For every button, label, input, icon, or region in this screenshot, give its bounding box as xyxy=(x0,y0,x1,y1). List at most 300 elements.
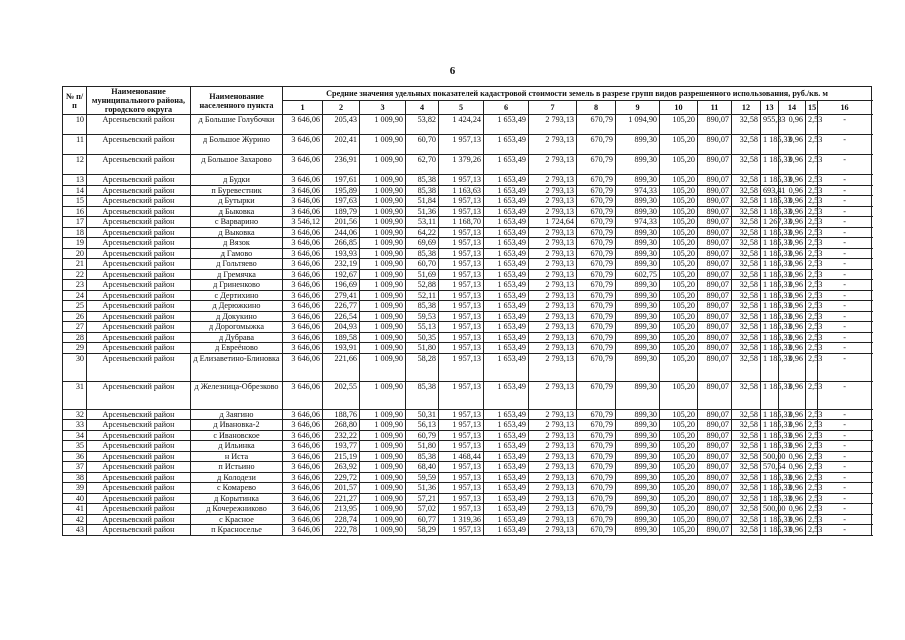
value-cell-7: 2 793,13 xyxy=(529,227,577,238)
value-cell-8: 670,79 xyxy=(577,217,616,228)
value-cell-13: 1 185,33 xyxy=(761,381,779,409)
value-cell-16: - xyxy=(818,441,872,452)
district-cell: Арсеньевский район xyxy=(87,332,191,343)
value-cell-14: 0,96 xyxy=(779,227,806,238)
value-cell-15: 2,53 xyxy=(806,430,818,441)
row-number-cell: 23 xyxy=(63,280,87,291)
value-cell-15: 2,53 xyxy=(806,420,818,431)
value-cell-9: 899,30 xyxy=(616,248,660,259)
value-cell-10: 105,20 xyxy=(660,115,698,135)
settlement-cell: д Гремячка xyxy=(191,269,283,280)
value-cell-6: 1 653,49 xyxy=(484,409,529,420)
value-cell-6: 1 653,49 xyxy=(484,504,529,515)
value-cell-11: 890,07 xyxy=(698,430,732,441)
row-number-cell: 29 xyxy=(63,343,87,354)
value-cell-5: 1 957,13 xyxy=(439,493,484,504)
value-cell-7: 2 793,13 xyxy=(529,301,577,312)
value-cell-13: 1 185,33 xyxy=(761,290,779,301)
value-cell-8: 670,79 xyxy=(577,206,616,217)
value-cell-11: 890,07 xyxy=(698,227,732,238)
district-cell: Арсеньевский район xyxy=(87,248,191,259)
value-cell-2: 279,41 xyxy=(323,290,360,301)
value-cell-2: 197,61 xyxy=(323,175,360,186)
value-cell-2: 189,58 xyxy=(323,332,360,343)
row-number-cell: 34 xyxy=(63,430,87,441)
settlement-cell: с Комарево xyxy=(191,483,283,494)
value-cell-8: 670,79 xyxy=(577,238,616,249)
value-cell-14: 0,96 xyxy=(779,280,806,291)
cadastral-value-table xyxy=(62,86,872,536)
value-cell-6: 1 653,49 xyxy=(484,483,529,494)
value-cell-2: 244,06 xyxy=(323,227,360,238)
value-cell-7: 2 793,13 xyxy=(529,238,577,249)
row-number-cell: 19 xyxy=(63,238,87,249)
value-cell-4: 69,69 xyxy=(406,238,439,249)
value-cell-5: 1 957,13 xyxy=(439,525,484,536)
value-cell-7: 2 793,13 xyxy=(529,420,577,431)
value-cell-11: 890,07 xyxy=(698,353,732,381)
value-cell-5: 1 168,70 xyxy=(439,217,484,228)
value-cell-10: 105,20 xyxy=(660,343,698,354)
value-cell-8: 670,79 xyxy=(577,155,616,175)
value-cell-1: 3 646,06 xyxy=(283,135,323,155)
value-cell-4: 53,82 xyxy=(406,115,439,135)
value-cell-7: 2 793,13 xyxy=(529,206,577,217)
value-cell-11: 890,07 xyxy=(698,514,732,525)
value-cell-13: 1 185,33 xyxy=(761,322,779,333)
value-cell-11: 890,07 xyxy=(698,322,732,333)
district-cell: Арсеньевский район xyxy=(87,343,191,354)
value-cell-7: 2 793,13 xyxy=(529,504,577,515)
value-cell-7: 2 793,13 xyxy=(529,322,577,333)
value-cell-9: 1 094,90 xyxy=(616,115,660,135)
value-cell-8: 670,79 xyxy=(577,472,616,483)
value-cell-2: 236,91 xyxy=(323,155,360,175)
value-cell-3: 1 009,90 xyxy=(360,311,406,322)
value-cell-1: 3 646,06 xyxy=(283,483,323,494)
value-cell-4: 51,84 xyxy=(406,196,439,207)
value-cell-5: 1 957,13 xyxy=(439,248,484,259)
value-cell-2: 221,66 xyxy=(323,353,360,381)
value-cell-11: 890,07 xyxy=(698,472,732,483)
value-cell-12: 32,58 xyxy=(732,472,761,483)
value-cell-15: 2,53 xyxy=(806,301,818,312)
value-cell-11: 890,07 xyxy=(698,175,732,186)
district-cell: Арсеньевский район xyxy=(87,504,191,515)
value-cell-15: 2,53 xyxy=(806,493,818,504)
header-col-4: 4 xyxy=(406,101,439,115)
value-cell-8: 670,79 xyxy=(577,259,616,270)
table-row xyxy=(63,115,872,135)
value-cell-12: 32,58 xyxy=(732,259,761,270)
row-number-cell: 14 xyxy=(63,185,87,196)
value-cell-5: 1 957,13 xyxy=(439,353,484,381)
row-number-cell: 27 xyxy=(63,322,87,333)
value-cell-6: 1 653,49 xyxy=(484,381,529,409)
value-cell-16: - xyxy=(818,409,872,420)
value-cell-2: 215,19 xyxy=(323,451,360,462)
value-cell-13: 500,00 xyxy=(761,451,779,462)
value-cell-6: 1 653,49 xyxy=(484,238,529,249)
settlement-cell: д Дерюжкино xyxy=(191,301,283,312)
row-number-cell: 37 xyxy=(63,462,87,473)
value-cell-8: 670,79 xyxy=(577,525,616,536)
value-cell-6: 1 653,49 xyxy=(484,185,529,196)
value-cell-15: 2,53 xyxy=(806,409,818,420)
district-cell: Арсеньевский район xyxy=(87,353,191,381)
table-row xyxy=(63,322,872,333)
value-cell-1: 3 646,06 xyxy=(283,409,323,420)
settlement-cell: п Истьино xyxy=(191,462,283,473)
value-cell-5: 1 957,13 xyxy=(439,343,484,354)
value-cell-16: - xyxy=(818,420,872,431)
value-cell-6: 1 653,49 xyxy=(484,322,529,333)
value-cell-14: 0,96 xyxy=(779,206,806,217)
settlement-cell: д Гольтяево xyxy=(191,259,283,270)
value-cell-15: 2,53 xyxy=(806,259,818,270)
value-cell-7: 2 793,13 xyxy=(529,290,577,301)
table-row xyxy=(63,332,872,343)
value-cell-10: 105,20 xyxy=(660,269,698,280)
value-cell-14: 0,96 xyxy=(779,493,806,504)
value-cell-5: 1 957,13 xyxy=(439,504,484,515)
value-cell-12: 32,58 xyxy=(732,430,761,441)
value-cell-4: 51,36 xyxy=(406,483,439,494)
value-cell-16: - xyxy=(818,196,872,207)
table-row xyxy=(63,269,872,280)
value-cell-6: 1 653,49 xyxy=(484,472,529,483)
value-cell-9: 899,30 xyxy=(616,311,660,322)
header-col-7: 7 xyxy=(529,101,577,115)
value-cell-10: 105,20 xyxy=(660,483,698,494)
value-cell-15: 2,53 xyxy=(806,248,818,259)
value-cell-16: - xyxy=(818,343,872,354)
row-number-cell: 25 xyxy=(63,301,87,312)
value-cell-4: 58,29 xyxy=(406,525,439,536)
value-cell-12: 32,58 xyxy=(732,227,761,238)
value-cell-14: 0,96 xyxy=(779,311,806,322)
value-cell-2: 266,85 xyxy=(323,238,360,249)
value-cell-9: 899,30 xyxy=(616,332,660,343)
value-cell-12: 32,58 xyxy=(732,290,761,301)
value-cell-11: 890,07 xyxy=(698,259,732,270)
value-cell-11: 890,07 xyxy=(698,185,732,196)
district-cell: Арсеньевский район xyxy=(87,135,191,155)
value-cell-4: 85,38 xyxy=(406,175,439,186)
value-cell-13: 570,54 xyxy=(761,462,779,473)
header-col-10: 10 xyxy=(660,101,698,115)
value-cell-7: 2 793,13 xyxy=(529,462,577,473)
value-cell-11: 890,07 xyxy=(698,115,732,135)
value-cell-13: 1 185,33 xyxy=(761,175,779,186)
header-district: Наименование муниципального района, городского округа xyxy=(87,87,191,115)
district-cell: Арсеньевский район xyxy=(87,322,191,333)
value-cell-16: - xyxy=(818,493,872,504)
settlement-cell: д Выковка xyxy=(191,227,283,238)
value-cell-14: 0,96 xyxy=(779,381,806,409)
value-cell-1: 3 646,06 xyxy=(283,238,323,249)
value-cell-10: 105,20 xyxy=(660,301,698,312)
value-cell-16: - xyxy=(818,504,872,515)
value-cell-16: - xyxy=(818,430,872,441)
value-cell-9: 899,30 xyxy=(616,409,660,420)
value-cell-2: 196,69 xyxy=(323,280,360,291)
value-cell-5: 1 957,13 xyxy=(439,280,484,291)
value-cell-5: 1 957,13 xyxy=(439,301,484,312)
table-row xyxy=(63,217,872,228)
table-row xyxy=(63,227,872,238)
value-cell-14: 0,96 xyxy=(779,269,806,280)
value-cell-3: 1 009,90 xyxy=(360,217,406,228)
value-cell-11: 890,07 xyxy=(698,196,732,207)
district-cell: Арсеньевский район xyxy=(87,238,191,249)
settlement-cell: д Гамово xyxy=(191,248,283,259)
district-cell: Арсеньевский район xyxy=(87,525,191,536)
settlement-cell: с Дертихино xyxy=(191,290,283,301)
value-cell-7: 1 724,64 xyxy=(529,217,577,228)
table-row xyxy=(63,280,872,291)
value-cell-13: 1 185,33 xyxy=(761,227,779,238)
settlement-cell: д Заягино xyxy=(191,409,283,420)
table-row xyxy=(63,493,872,504)
value-cell-3: 1 009,90 xyxy=(360,525,406,536)
value-cell-11: 890,07 xyxy=(698,504,732,515)
value-cell-9: 899,30 xyxy=(616,504,660,515)
value-cell-8: 670,79 xyxy=(577,483,616,494)
value-cell-14: 0,96 xyxy=(779,322,806,333)
value-cell-12: 32,58 xyxy=(732,381,761,409)
value-cell-13: 1 185,33 xyxy=(761,514,779,525)
value-cell-5: 1 957,13 xyxy=(439,290,484,301)
header-col-11: 11 xyxy=(698,101,732,115)
value-cell-15: 2,53 xyxy=(806,155,818,175)
value-cell-3: 1 009,90 xyxy=(360,135,406,155)
value-cell-3: 1 009,90 xyxy=(360,196,406,207)
settlement-cell: д Ильинка xyxy=(191,441,283,452)
value-cell-10: 105,20 xyxy=(660,290,698,301)
value-cell-7: 2 793,13 xyxy=(529,280,577,291)
value-cell-13: 1 185,33 xyxy=(761,343,779,354)
value-cell-5: 1 957,13 xyxy=(439,462,484,473)
value-cell-8: 670,79 xyxy=(577,353,616,381)
value-cell-3: 1 009,90 xyxy=(360,322,406,333)
value-cell-8: 670,79 xyxy=(577,493,616,504)
settlement-cell: д Железница-Обрезково xyxy=(191,381,283,409)
district-cell: Арсеньевский район xyxy=(87,483,191,494)
table-row xyxy=(63,301,872,312)
row-number-cell: 20 xyxy=(63,248,87,259)
value-cell-16: - xyxy=(818,248,872,259)
district-cell: Арсеньевский район xyxy=(87,175,191,186)
value-cell-4: 85,38 xyxy=(406,248,439,259)
value-cell-13: 1 185,33 xyxy=(761,248,779,259)
value-cell-4: 60,70 xyxy=(406,259,439,270)
value-cell-12: 32,58 xyxy=(732,301,761,312)
value-cell-9: 899,30 xyxy=(616,483,660,494)
settlement-cell: д Елизаветино-Блиновка xyxy=(191,353,283,381)
value-cell-9: 974,33 xyxy=(616,217,660,228)
value-cell-4: 55,13 xyxy=(406,322,439,333)
value-cell-7: 2 793,13 xyxy=(529,175,577,186)
value-cell-15: 2,53 xyxy=(806,504,818,515)
district-cell: Арсеньевский район xyxy=(87,185,191,196)
value-cell-2: 189,79 xyxy=(323,206,360,217)
value-cell-10: 105,20 xyxy=(660,185,698,196)
value-cell-16: - xyxy=(818,525,872,536)
value-cell-1: 3 646,06 xyxy=(283,514,323,525)
value-cell-2: 229,72 xyxy=(323,472,360,483)
value-cell-13: 693,41 xyxy=(761,185,779,196)
value-cell-6: 1 653,49 xyxy=(484,332,529,343)
value-cell-15: 2,53 xyxy=(806,290,818,301)
value-cell-8: 670,79 xyxy=(577,504,616,515)
value-cell-6: 1 653,49 xyxy=(484,343,529,354)
value-cell-7: 2 793,13 xyxy=(529,525,577,536)
value-cell-8: 670,79 xyxy=(577,332,616,343)
value-cell-14: 0,96 xyxy=(779,462,806,473)
value-cell-16: - xyxy=(818,238,872,249)
value-cell-10: 105,20 xyxy=(660,227,698,238)
value-cell-10: 105,20 xyxy=(660,311,698,322)
value-cell-15: 2,53 xyxy=(806,441,818,452)
value-cell-9: 899,30 xyxy=(616,175,660,186)
value-cell-11: 890,07 xyxy=(698,409,732,420)
value-cell-14: 0,96 xyxy=(779,504,806,515)
value-cell-1: 3 546,12 xyxy=(283,217,323,228)
value-cell-13: 1 185,33 xyxy=(761,483,779,494)
value-cell-13: 1 185,33 xyxy=(761,353,779,381)
value-cell-15: 2,53 xyxy=(806,196,818,207)
value-cell-1: 3 646,06 xyxy=(283,227,323,238)
value-cell-11: 890,07 xyxy=(698,462,732,473)
value-cell-15: 2,53 xyxy=(806,185,818,196)
value-cell-16: - xyxy=(818,217,872,228)
value-cell-6: 1 653,49 xyxy=(484,430,529,441)
value-cell-12: 32,58 xyxy=(732,238,761,249)
header-col-14: 14 xyxy=(779,101,806,115)
value-cell-15: 2,53 xyxy=(806,381,818,409)
value-cell-14: 0,96 xyxy=(779,259,806,270)
value-cell-16: - xyxy=(818,322,872,333)
table-row xyxy=(63,514,872,525)
table-row xyxy=(63,451,872,462)
value-cell-3: 1 009,90 xyxy=(360,227,406,238)
value-cell-12: 32,58 xyxy=(732,441,761,452)
value-cell-5: 1 957,13 xyxy=(439,269,484,280)
value-cell-7: 2 793,13 xyxy=(529,115,577,135)
district-cell: Арсеньевский район xyxy=(87,259,191,270)
value-cell-2: 195,89 xyxy=(323,185,360,196)
value-cell-6: 1 653,49 xyxy=(484,155,529,175)
value-cell-4: 85,38 xyxy=(406,381,439,409)
value-cell-6: 1 653,49 xyxy=(484,217,529,228)
value-cell-14: 0,96 xyxy=(779,472,806,483)
table-row xyxy=(63,472,872,483)
value-cell-8: 670,79 xyxy=(577,381,616,409)
row-number-cell: 16 xyxy=(63,206,87,217)
value-cell-4: 51,80 xyxy=(406,441,439,452)
value-cell-11: 890,07 xyxy=(698,483,732,494)
value-cell-14: 0,96 xyxy=(779,451,806,462)
value-cell-14: 0,96 xyxy=(779,483,806,494)
value-cell-3: 1 009,90 xyxy=(360,451,406,462)
value-cell-8: 670,79 xyxy=(577,290,616,301)
value-cell-14: 0,96 xyxy=(779,441,806,452)
value-cell-5: 1 163,63 xyxy=(439,185,484,196)
value-cell-2: 193,77 xyxy=(323,441,360,452)
value-cell-11: 890,07 xyxy=(698,311,732,322)
value-cell-3: 1 009,90 xyxy=(360,115,406,135)
value-cell-3: 1 009,90 xyxy=(360,514,406,525)
value-cell-14: 0,96 xyxy=(779,332,806,343)
value-cell-16: - xyxy=(818,301,872,312)
settlement-cell: с Варварино xyxy=(191,217,283,228)
value-cell-2: 226,77 xyxy=(323,301,360,312)
value-cell-5: 1 957,13 xyxy=(439,311,484,322)
value-cell-8: 670,79 xyxy=(577,409,616,420)
value-cell-1: 3 646,06 xyxy=(283,280,323,291)
value-cell-10: 105,20 xyxy=(660,332,698,343)
value-cell-16: - xyxy=(818,462,872,473)
district-cell: Арсеньевский район xyxy=(87,290,191,301)
table-row xyxy=(63,135,872,155)
value-cell-1: 3 646,06 xyxy=(283,206,323,217)
district-cell: Арсеньевский район xyxy=(87,206,191,217)
value-cell-3: 1 009,90 xyxy=(360,430,406,441)
header-col-5: 5 xyxy=(439,101,484,115)
value-cell-12: 32,58 xyxy=(732,353,761,381)
value-cell-14: 0,96 xyxy=(779,155,806,175)
settlement-cell: п Красноселье xyxy=(191,525,283,536)
row-number-cell: 12 xyxy=(63,155,87,175)
value-cell-14: 0,96 xyxy=(779,409,806,420)
value-cell-14: 0,96 xyxy=(779,238,806,249)
value-cell-11: 890,07 xyxy=(698,343,732,354)
settlement-cell: д Будки xyxy=(191,175,283,186)
value-cell-1: 3 646,06 xyxy=(283,430,323,441)
value-cell-10: 105,20 xyxy=(660,353,698,381)
value-cell-2: 221,27 xyxy=(323,493,360,504)
value-cell-13: 1 185,33 xyxy=(761,238,779,249)
value-cell-13: 1 185,33 xyxy=(761,301,779,312)
value-cell-7: 2 793,13 xyxy=(529,430,577,441)
value-cell-4: 59,59 xyxy=(406,472,439,483)
row-number-cell: 35 xyxy=(63,441,87,452)
value-cell-12: 32,58 xyxy=(732,311,761,322)
value-cell-12: 32,58 xyxy=(732,135,761,155)
value-cell-10: 105,20 xyxy=(660,217,698,228)
value-cell-2: 222,78 xyxy=(323,525,360,536)
value-cell-2: 201,56 xyxy=(323,217,360,228)
value-cell-1: 3 646,06 xyxy=(283,155,323,175)
value-cell-1: 3 646,06 xyxy=(283,420,323,431)
value-cell-10: 105,20 xyxy=(660,238,698,249)
value-cell-4: 60,70 xyxy=(406,135,439,155)
value-cell-14: 0,96 xyxy=(779,115,806,135)
value-cell-1: 3 646,06 xyxy=(283,301,323,312)
value-cell-16: - xyxy=(818,332,872,343)
district-cell: Арсеньевский район xyxy=(87,381,191,409)
value-cell-1: 3 646,06 xyxy=(283,185,323,196)
value-cell-16: - xyxy=(818,353,872,381)
value-cell-15: 2,53 xyxy=(806,462,818,473)
value-cell-10: 105,20 xyxy=(660,259,698,270)
value-cell-2: 201,57 xyxy=(323,483,360,494)
value-cell-9: 899,30 xyxy=(616,472,660,483)
value-cell-13: 1 185,33 xyxy=(761,472,779,483)
value-cell-1: 3 646,06 xyxy=(283,493,323,504)
value-cell-6: 1 653,49 xyxy=(484,441,529,452)
